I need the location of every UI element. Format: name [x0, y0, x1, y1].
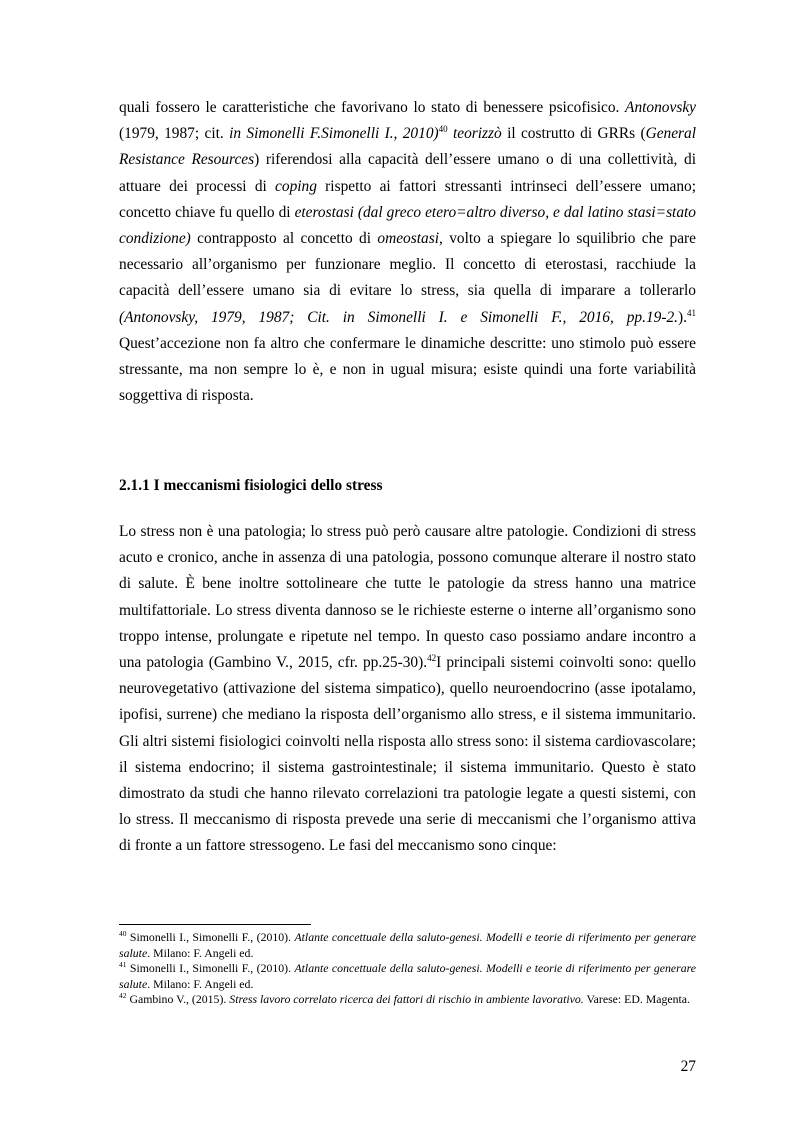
term-italic: omeostasi: [377, 230, 439, 248]
body-paragraph: [119, 519, 696, 860]
author-name: Antonovsky: [625, 99, 696, 116]
text-run: quali fossero le caratteristiche che favorivano lo stato di benessere psicofisico.: [119, 99, 626, 116]
footnote-title: Atlante concettuale della saluto-genesi. Modelli e teorie di riferimento per generare salute: [119, 961, 696, 991]
footnote-title: Stress lavoro correlato ricerca dei fattori di rischio in ambiente lavorativo.: [229, 992, 584, 1007]
footnote-separator: [119, 924, 311, 925]
footnote-number: 42: [119, 991, 127, 1001]
footnote-title: Atlante concettuale della saluto-genesi. Modelli e teorie di riferimento per generare salute: [119, 930, 696, 960]
text-run: , volto a spiegare lo squilibrio che pare necessario all’organismo per funzionare meglio. Il concetto di eterostasi, racchiude la capacità dell’essere umano sia di evitare lo stress, sia quella di imparare a tollerarlo: [119, 230, 697, 300]
footnote-text: Varese: ED. Magenta.: [583, 992, 690, 1007]
footnote-text: . Milano: F. Angeli ed.: [147, 976, 254, 991]
text-run: contrapposto al concetto di: [190, 230, 378, 248]
footnote-number: 41: [119, 960, 127, 970]
footnote-text: . Milano: F. Angeli ed.: [147, 945, 254, 960]
citation: in Simonelli F.Simonelli I., 2010): [229, 125, 439, 143]
text-run: Quest’accezione non fa altro che confermare le dinamiche descritte: uno stimolo può essere stressante, ma non sempre lo è, e non in ugual misura; esiste quindi una forte variabilità soggettiva di risposta.: [119, 334, 696, 405]
text-run-italic: teorizzò: [447, 125, 502, 143]
text-run: I principali sistemi coinvolti sono: quello neurovegetativo (attivazione del sistema simpatico), quello neuroendocrino (asse ipotalamo, ipofisi, surrene) che mediano la risposta dell’organismo allo stress, e il sistema immunitario. Gli altri sistemi fisiologici coinvolti nella risposta allo stress sono: il sistema cardiovascolare; il sistema endocrino; il sistema gastrointestinale; il sistema immunitario. Questo è stato dimostrato da studi che hanno rilevato correlazioni tra patologie legate a questi sistemi, con lo stress. Il meccanismo di risposta prevede una serie di meccanismi che l’organismo attiva di fronte a un fattore stressogeno. Le fasi del meccanismo sono cinque:: [119, 654, 696, 855]
footnote: [119, 961, 696, 992]
footnote-text: Gambino V., (2015).: [126, 992, 230, 1007]
footnote: [119, 930, 696, 961]
term-italic: coping: [275, 177, 317, 195]
text-run: il costrutto di GRRs (: [501, 125, 646, 143]
footnote-number: 40: [119, 929, 127, 939]
footnote-reference[interactable]: 41: [687, 307, 696, 318]
footnote-text: Simonelli I., Simonelli F., (2010).: [126, 961, 295, 976]
term-italic: General Resistance Resources: [119, 125, 697, 169]
text-run: ).: [678, 308, 687, 326]
text-run: (1979, 1987; cit.: [119, 125, 230, 143]
section-heading: 2.1.1 I meccanismi fisiologici dello stress: [119, 477, 383, 494]
footnote-reference[interactable]: 42: [427, 652, 437, 663]
body-paragraph: [119, 95, 696, 409]
page-number: 27: [680, 1058, 696, 1075]
text-run: rispetto ai fattori stressanti intrinseci dell’essere umano; concetto chiave fu quello di: [119, 177, 697, 221]
footnote: [119, 992, 696, 1008]
text-run: Lo stress non è una patologia; lo stress può però causare altre patologie. Condizioni di stress acuto e cronico, anche in assenza di una patologia, possono comunque alterare il nostro stato di salute. È bene inoltre sottolineare che tutte le patologie da stress hanno una matrice multifattoriale. Lo stress diventa dannoso se le richieste esterne o interne all’organismo sono troppo intense, prolungate e ripetute nel tempo. In questo caso possiamo andare incontro a una patologia (Gambino V., 2015, cfr. pp.25-30).: [119, 523, 696, 672]
footnotes: [119, 930, 696, 1008]
footnote-reference[interactable]: 40: [438, 124, 448, 135]
term-italic: eterostasi (dal greco etero=altro diverso, e dal latino stasi=stato condizione): [119, 203, 697, 248]
text-run: ) riferendosi alla capacità dell’essere umano o di una collettività, di attuare dei processi di: [119, 151, 696, 195]
citation: (Antonovsky, 1979, 1987; Cit. in Simonelli I. e Simonelli F., 2016, pp.19-2.: [119, 308, 679, 326]
footnote-text: Simonelli I., Simonelli F., (2010).: [126, 930, 295, 944]
